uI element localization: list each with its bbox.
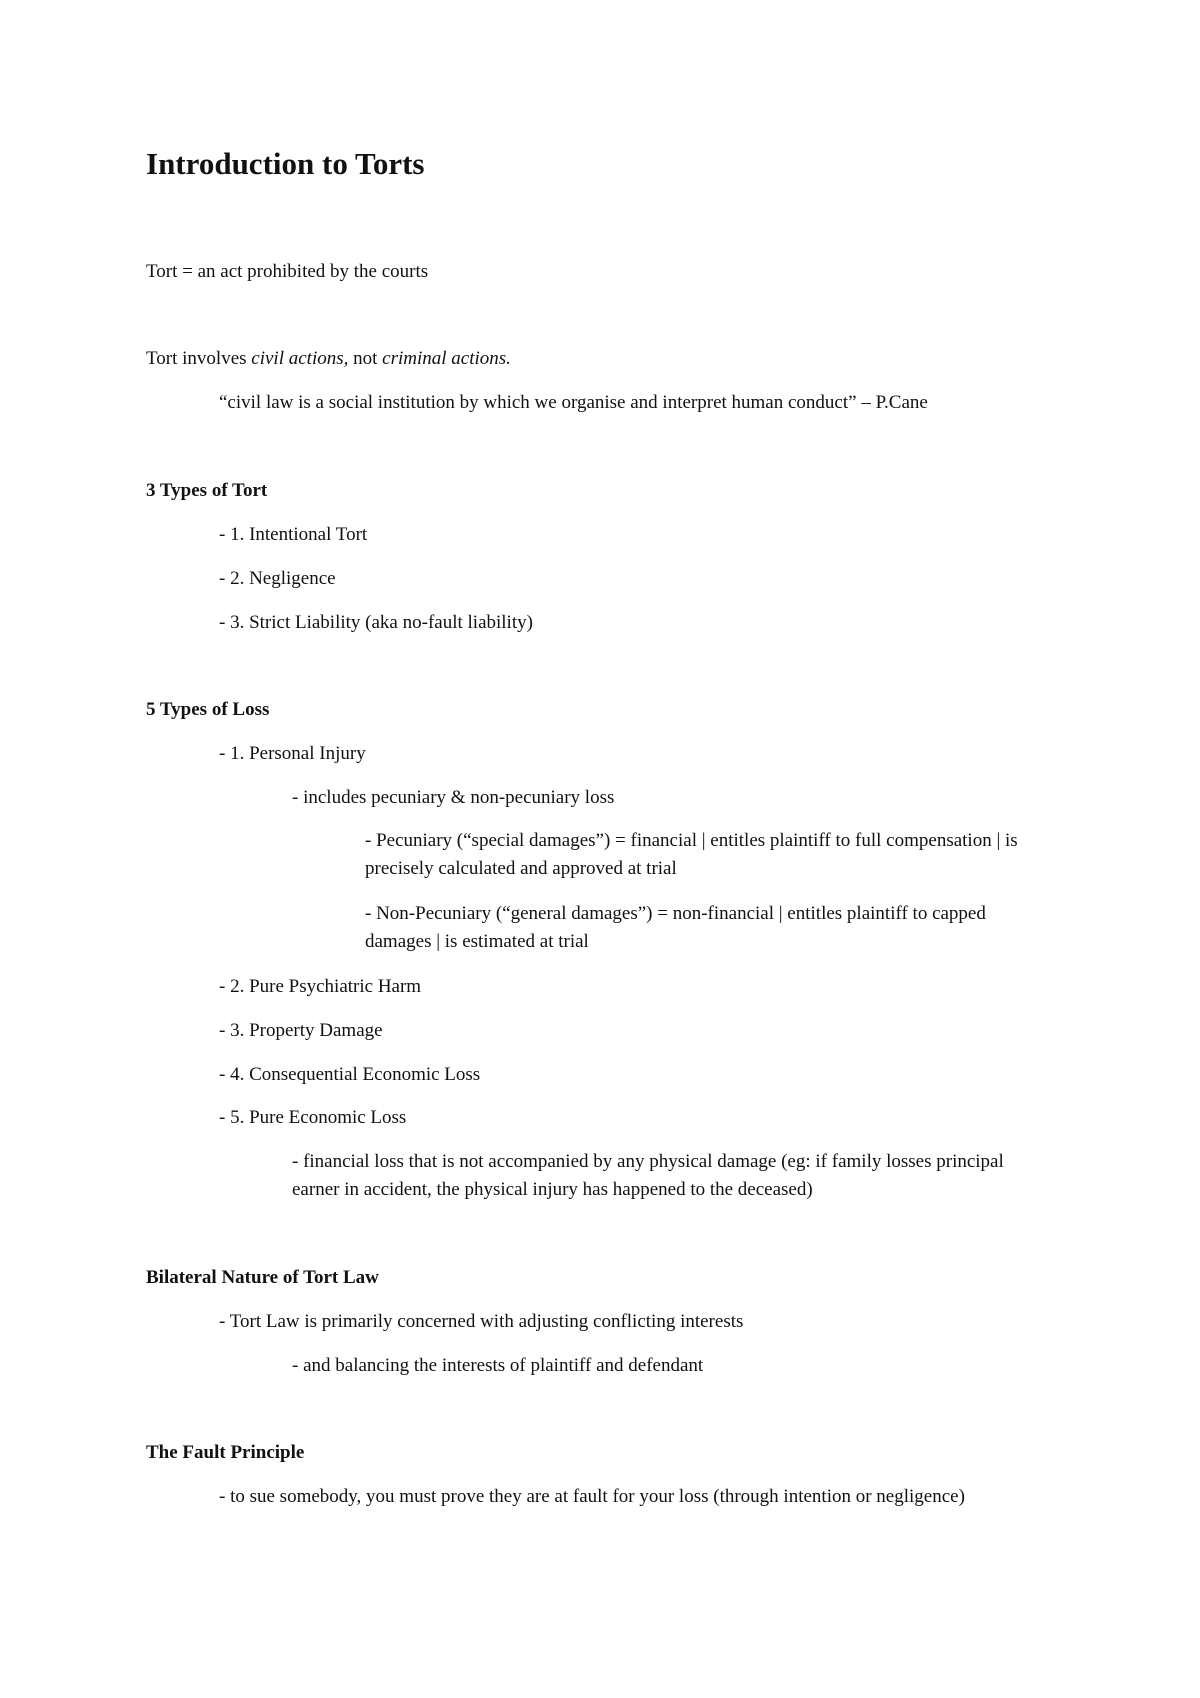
tort-definition: Tort = an act prohibited by the courts — [146, 261, 429, 282]
types-of-loss-heading: 5 Types of Loss — [146, 699, 270, 720]
loss-property-damage: - 3. Property Damage — [219, 1020, 383, 1041]
page-title: Introduction to Torts — [146, 146, 425, 181]
pure-economic-note: - financial loss that is not accompanied by any physical damage (eg: if family losses principal earner in accident, the physical injury has happened to the deceased) — [292, 1151, 1004, 1200]
loss-pure-economic: - 5. Pure Economic Loss — [219, 1107, 407, 1128]
bilateral-point: - Tort Law is primarily concerned with adjusting conflicting interests — [219, 1311, 744, 1332]
loss-consequential-economic: - 4. Consequential Economic Loss — [219, 1064, 481, 1085]
loss-personal-injury: - 1. Personal Injury — [219, 743, 366, 764]
tort-involves-prefix: Tort involves — [146, 348, 252, 369]
cane-quote: “civil law is a social institution by which we organise and interpret human conduct” – P.Cane — [219, 392, 928, 413]
tort-type-item: - 3. Strict Liability (aka no-fault liability) — [219, 612, 533, 633]
bilateral-heading: Bilateral Nature of Tort Law — [146, 1267, 379, 1288]
civil-actions-text: civil actions, — [251, 348, 349, 369]
criminal-actions-text: criminal actions. — [382, 348, 511, 369]
tort-type-item: - 1. Intentional Tort — [219, 524, 368, 545]
types-of-tort-heading: 3 Types of Tort — [146, 480, 268, 501]
tort-involves-line — [146, 345, 511, 373]
bilateral-subpoint: - and balancing the interests of plaintiff and defendant — [292, 1355, 704, 1376]
non-pecuniary-note: - Non-Pecuniary (“general damages”) = non-financial | entitles plaintiff to capped damages | is estimated at trial — [365, 903, 986, 952]
fault-principle-point: - to sue somebody, you must prove they are at fault for your loss (through intention or negligence) — [219, 1486, 965, 1507]
loss-includes-note: - includes pecuniary & non-pecuniary loss — [292, 787, 615, 808]
pecuniary-note: - Pecuniary (“special damages”) = financial | entitles plaintiff to full compensation | is precisely calculated and approved at trial — [365, 830, 1018, 879]
loss-psychiatric-harm: - 2. Pure Psychiatric Harm — [219, 976, 422, 997]
tort-involves-middle: not — [348, 348, 383, 369]
fault-principle-heading: The Fault Principle — [146, 1442, 305, 1463]
tort-type-item: - 2. Negligence — [219, 568, 336, 589]
